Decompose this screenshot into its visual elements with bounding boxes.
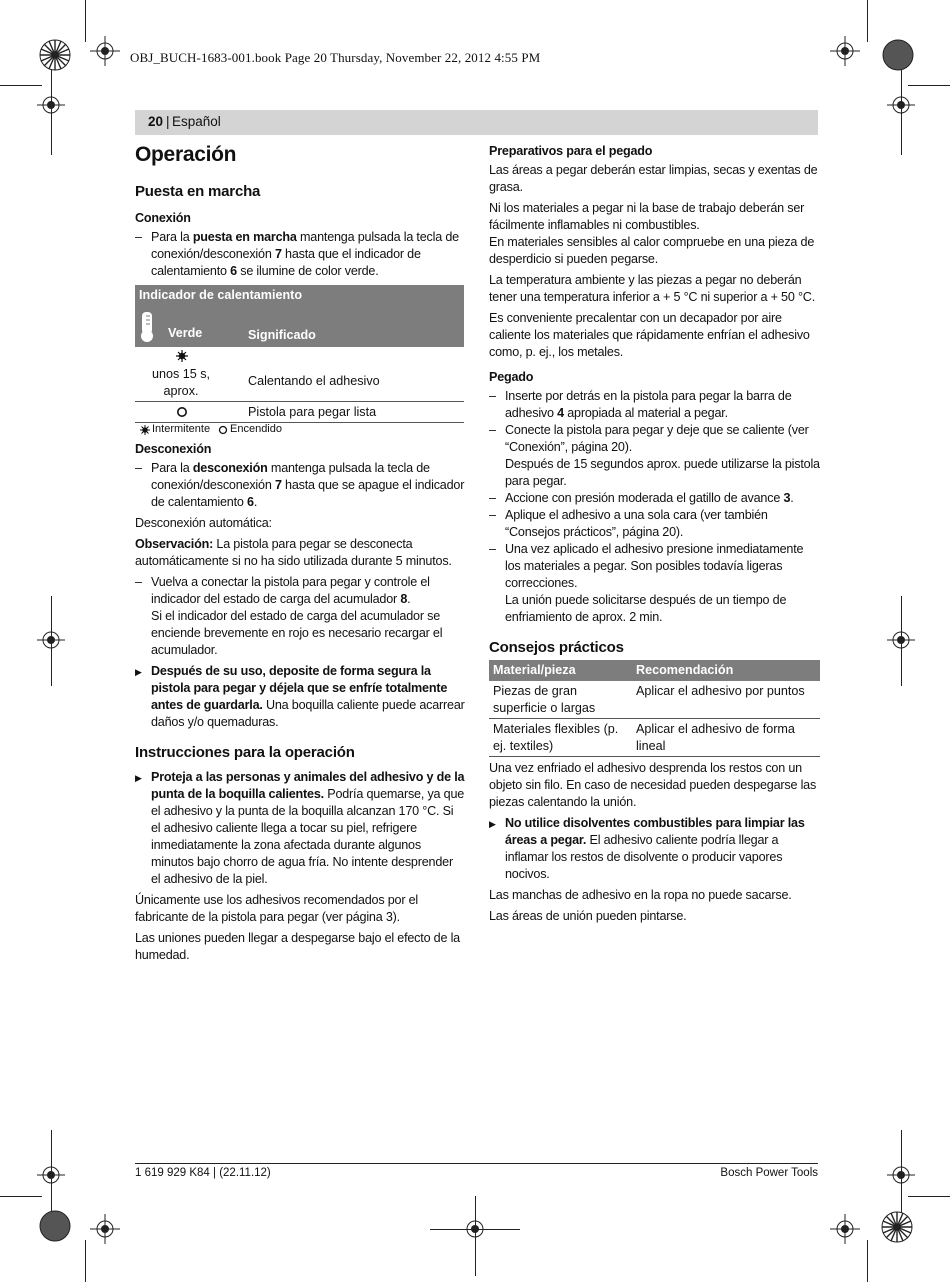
right-column-bottom bbox=[489, 760, 820, 929]
blinking-icon bbox=[140, 425, 150, 435]
safety-warning: ▶ Después de su uso, deposite de forma segura la pistola para pegar y déjela que se enfríe totalmente antes de guardarla. Una boquilla caliente puede acarrear daños y/o quemaduras. bbox=[135, 663, 465, 731]
paragraph: Las uniones pueden llegar a despegarse bajo el efecto de la humedad. bbox=[135, 931, 460, 962]
paragraph: Las áreas a pegar deberán estar limpias, secas y exentas de grasa. bbox=[489, 163, 818, 194]
list-item-note: La unión puede solicitarse después de un tiempo de enfriamiento de aprox. 2 min. bbox=[505, 593, 787, 624]
steady-on-icon bbox=[176, 406, 188, 418]
desconexion-step: – Para la desconexión mantenga pulsada la tecla de conexión/desconexión 7 hasta que se apague el indicador de calentamiento 6. bbox=[135, 460, 465, 511]
footer-rule bbox=[135, 1163, 818, 1164]
legend-on-label: Encendido bbox=[230, 423, 282, 435]
auto-off-heading: Desconexión automática: bbox=[135, 516, 272, 530]
safety-warning: ▶ Proteja a las personas y animales del adhesivo y de la punta de la boquilla calientes. Podría quemarse, ya que el adhesivo y la punta de la boquilla alcanzan 170 °C. Si el adhesivo caliente llega a tocar su piel, refrigere inmediatamente la zona afectada durante algunos minutos bajo chorro de agua fría. No intente desprender el adhesivo de la piel. bbox=[135, 769, 465, 888]
cell-recommendation: Aplicar el adhesivo de forma lineal bbox=[636, 722, 795, 753]
cell-meaning: Calentando el adhesivo bbox=[248, 374, 380, 388]
blinking-icon bbox=[176, 350, 188, 362]
reconnect-note: Si el indicador del estado de carga del acumulador se enciende brevemente en rojo es necesario recargar el acumulador. bbox=[151, 609, 443, 657]
cell-material: Piezas de gran superficie o largas bbox=[493, 684, 596, 715]
desconexion-heading: Desconexión bbox=[135, 442, 212, 456]
steady-on-icon bbox=[218, 425, 228, 435]
page-number: 20 bbox=[148, 114, 164, 129]
instructions-heading: Instrucciones para la operación bbox=[135, 744, 355, 761]
table-row bbox=[489, 681, 820, 719]
reconnect-step: – Vuelva a conectar la pistola para pegar y controle el indicador del estado de carga del acumulador 8. bbox=[135, 574, 465, 608]
paragraph: En materiales sensibles al calor compruebe en una pieza de desperdicio si pueden pegarse. bbox=[489, 235, 815, 266]
footer-brand: Bosch Power Tools bbox=[720, 1167, 818, 1179]
paragraph: Ni los materiales a pegar ni la base de trabajo deberán ser fácilmente inflamables ni combustibles. bbox=[489, 201, 805, 232]
conexion-heading: Conexión bbox=[135, 211, 191, 225]
left-column-top bbox=[135, 142, 465, 284]
list-item: – Una vez aplicado el adhesivo presione inmediatamente los materiales a pegar. Son posibles todavía ligeras correcciones. bbox=[489, 541, 820, 592]
tips-table-header bbox=[489, 660, 820, 681]
puesta-heading: Puesta en marcha bbox=[135, 183, 261, 200]
indicator-table bbox=[135, 285, 464, 437]
table-legend bbox=[135, 423, 464, 437]
header-language: Español bbox=[172, 114, 221, 129]
paragraph: Una vez enfriado el adhesivo desprenda los restos con un objeto sin filo. En caso de necesidad pueden despegarse las piezas calentando la unión. bbox=[489, 761, 817, 809]
indicator-table-header bbox=[135, 285, 464, 347]
col-recomendacion: Recomendación bbox=[636, 663, 734, 677]
indicator-table-title: Indicador de calentamiento bbox=[139, 288, 303, 302]
section-title: Operación bbox=[135, 143, 237, 166]
table-row bbox=[489, 719, 820, 757]
paragraph: La temperatura ambiente y las piezas a pegar no deberán tener una temperatura inferior a + 5 °C ni superior a + 50 °C. bbox=[489, 273, 815, 304]
table-row bbox=[135, 402, 464, 423]
paragraph: Las áreas de unión pueden pintarse. bbox=[489, 909, 687, 923]
tips-table bbox=[489, 660, 820, 757]
cell-meaning: Pistola para pegar lista bbox=[248, 405, 377, 419]
pegado-heading: Pegado bbox=[489, 370, 534, 384]
table-row bbox=[135, 347, 464, 402]
safety-warning: ▶ No utilice disolventes combustibles para limpiar las áreas a pegar. El adhesivo caliente podría llegar a inflamar los restos de disolvente o producir vapores nocivos. bbox=[489, 815, 820, 883]
legend-blink-label: Intermitente bbox=[152, 423, 211, 435]
col-verde: Verde bbox=[168, 326, 203, 340]
starburst-icon bbox=[40, 40, 70, 70]
header-separator: | bbox=[166, 114, 170, 129]
thermometer-icon bbox=[139, 311, 157, 343]
page-header bbox=[135, 110, 818, 135]
conexion-step: – Para la puesta en marcha mantenga pulsada la tecla de conexión/desconexión 7 hasta que el indicador de calentamiento 6 se ilumine de color verde. bbox=[135, 229, 465, 280]
paragraph: Las manchas de adhesivo en la ropa no puede sacarse. bbox=[489, 888, 792, 902]
cell-material: Materiales flexibles (p. ej. textiles) bbox=[493, 722, 619, 753]
paragraph: Es conveniente precalentar con un decapador por aire caliente los materiales que rápidamente enfrían el adhesivo como, p. ej., los metales. bbox=[489, 311, 810, 359]
paragraph: Únicamente use los adhesivos recomendados por el fabricante de la pistola para pegar (ver página 3). bbox=[135, 893, 419, 924]
prep-heading: Preparativos para el pegado bbox=[489, 144, 653, 158]
consejos-heading: Consejos prácticos bbox=[489, 639, 624, 656]
col-significado: Significado bbox=[248, 328, 316, 342]
footer-doc-id: 1 619 929 K84 | (22.11.12) bbox=[135, 1167, 271, 1179]
left-column-bottom bbox=[135, 441, 465, 968]
list-item: – Accione con presión moderada el gatillo de avance 3. bbox=[489, 490, 820, 507]
right-column-top bbox=[489, 143, 820, 666]
list-item-note: Después de 15 segundos aprox. puede utilizarse la pistola para pegar. bbox=[505, 457, 820, 488]
cell-recommendation: Aplicar el adhesivo por puntos bbox=[636, 684, 805, 698]
col-material: Material/pieza bbox=[493, 663, 576, 677]
gray-dot-icon bbox=[883, 40, 913, 70]
starburst-icon bbox=[882, 1212, 912, 1242]
book-slug: OBJ_BUCH-1683-001.book Page 20 Thursday, November 22, 2012 4:55 PM bbox=[130, 50, 541, 65]
observation: Observación: La pistola para pegar se desconecta automáticamente si no ha sido utilizada durante 5 minutos. bbox=[135, 537, 452, 568]
list-item: – Inserte por detrás en la pistola para pegar la barra de adhesivo 4 apropiada al material a pegar. bbox=[489, 388, 820, 422]
list-item: – Aplique el adhesivo a una sola cara (ver también “Consejos prácticos”, página 20). bbox=[489, 507, 820, 541]
gray-dot-icon bbox=[40, 1211, 70, 1241]
cell-time: unos 15 s, aprox. bbox=[151, 367, 211, 398]
list-item: – Conecte la pistola para pegar y deje que se caliente (ver “Conexión”, página 20). bbox=[489, 422, 820, 456]
